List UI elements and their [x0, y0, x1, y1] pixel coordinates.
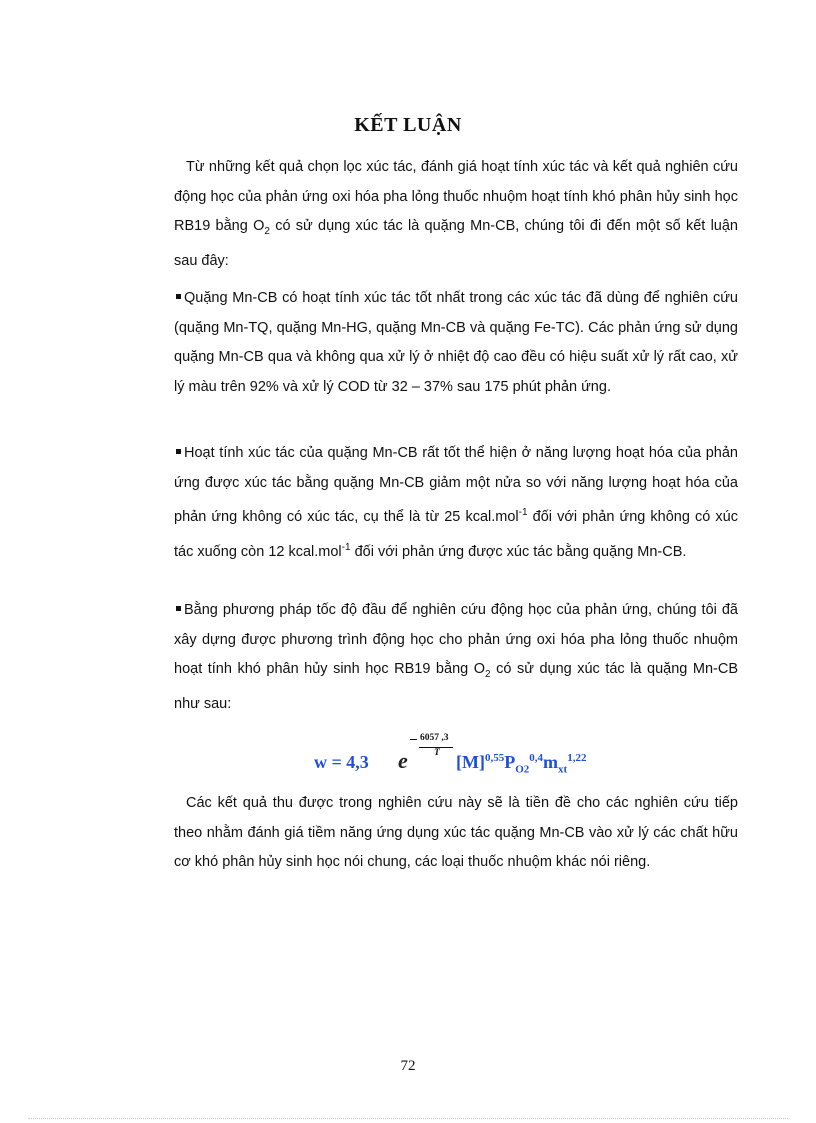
exponent-minus-sign	[410, 739, 417, 740]
bullet-2-superscript-a: -1	[518, 507, 528, 519]
bullet-2-text-b: đối với phản ứng không có xúc tác xuống còn 12 kcal.mol	[174, 509, 738, 560]
bullet-paragraph-1	[174, 284, 738, 402]
bullet-2-text-a: Hoạt tính xúc tác của quặng Mn-CB rất tốt thể hiện ở năng lượng hoạt hóa của phản ứng được xúc tác bằng quặng Mn-CB giảm một nửa so với năng lượng hoạt hóa của phản ứng không có xúc tác, cụ thể là từ 25 kcal.mol	[174, 445, 738, 526]
bullet-3-text-b: có sử dụng xúc tác là quặng Mn-CB như sau:	[174, 661, 738, 712]
intro-text-a: Từ những kết quả chọn lọc xúc tác, đánh giá hoạt tính xúc tác và kết quả nghiên cứu động học của phản ứng oxi hóa pha lỏng thuốc nhuộm hoạt tính khó phân hủy sinh học RB19 bằng O	[174, 159, 738, 235]
formula-exponent	[410, 730, 454, 762]
bullet-paragraph-3	[174, 596, 738, 719]
bullet-2-superscript-b: -1	[341, 541, 351, 553]
formula-m: m	[543, 752, 559, 772]
bullet-1-text: Quặng Mn-CB có hoạt tính xúc tác tốt nhất trong các xúc tác đã dùng để nghiên cứu (quặng Mn-TQ, quặng Mn-HG, quặng Mn-CB và quặng Fe-TC). Các phản ứng sử dụng quặng Mn-CB qua và không qua xử lý ở nhiệt độ cao đều có hiệu suất xử lý rất cao, xử lý màu trên 92% và xử lý COD từ 32 – 37% sau 175 phút phản ứng.	[174, 290, 738, 395]
bullet-3-text-a: Bằng phương pháp tốc độ đầu để nghiên cứu động học của phản ứng, chúng tôi đã xây dựng được phương trình động học cho phản ứng oxi hóa pha lỏng thuốc nhuộm hoạt tính khó phân hủy sinh học RB19 bằng O	[174, 602, 738, 678]
formula-m-bracket: [M]	[456, 752, 485, 772]
intro-text-b: có sử dụng xúc tác là quặng Mn-CB, chúng tôi đi đến một số kết luận sau đây:	[174, 218, 738, 269]
formula-lhs: w = 4,3	[314, 752, 369, 772]
bullet-paragraph-2	[174, 439, 738, 567]
page-title: KẾT LUẬN	[354, 114, 462, 136]
square-bullet-icon	[176, 294, 181, 299]
formula-rhs	[456, 752, 586, 776]
square-bullet-icon	[176, 449, 181, 454]
formula-m-power: 0,55	[484, 752, 505, 764]
formula-m-sup: 1,22	[567, 752, 587, 764]
page-number: 72	[400, 1058, 416, 1074]
intro-subscript: 2	[264, 226, 270, 238]
exponent-denominator: T	[434, 748, 440, 758]
bullet-2-text-c: đối với phản ứng được xúc tác bằng quặng Mn-CB.	[350, 543, 687, 560]
formula-exponential-e: e	[398, 748, 408, 773]
square-bullet-icon	[176, 606, 181, 611]
page-bottom-divider	[28, 1118, 788, 1119]
closing-paragraph: Các kết quả thu được trong nghiên cứu này sẽ là tiền đề cho các nghiên cứu tiếp theo nhằm đánh giá tiềm năng ứng dụng xúc tác quặng Mn-CB vào xử lý các chất hữu cơ khó phân hủy sinh học nói chung, các loại thuốc nhuộm khác nói riêng.	[174, 795, 738, 871]
formula-p-sub: O2	[515, 763, 530, 776]
exponent-numerator: 6057 ,3	[420, 733, 449, 743]
formula-p: P	[504, 752, 516, 772]
bullet-3-subscript: 2	[485, 669, 491, 681]
formula-p-power: 0,4	[529, 752, 544, 764]
intro-paragraph	[174, 153, 738, 276]
formula-m-sub: xt	[558, 763, 568, 776]
rate-equation	[314, 728, 634, 776]
